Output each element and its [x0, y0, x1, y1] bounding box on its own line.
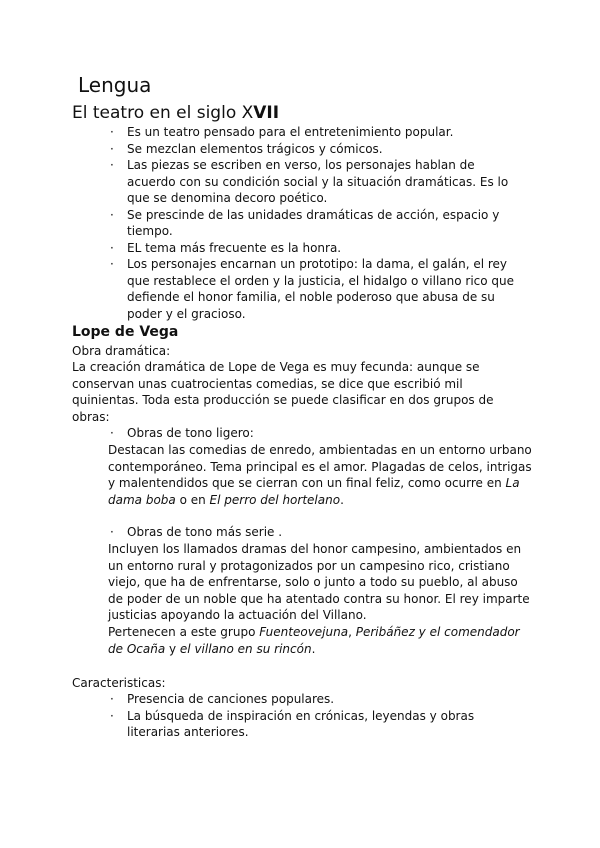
ligero-label-text: Obras de tono ligero: [127, 426, 254, 440]
ligero-text: Destacan las comedias de enredo, ambientadas en un entorno urbano contemporáneo. Tema principal es el amor. Plagadas de celos, intrigas y malentendidos que se cierran con un final feliz, como ocurre en [108, 443, 532, 490]
bullet: · [110, 426, 114, 440]
list-item [0, 691, 522, 708]
bullet: · [110, 207, 114, 222]
document-title: Lengua [78, 73, 152, 97]
separator: y [165, 641, 180, 656]
list-item-text: Es un teatro pensado para el entretenimiento popular. [127, 125, 454, 139]
connector: o en [175, 492, 210, 507]
bullet: · [110, 240, 114, 255]
ligero-paragraph [108, 442, 533, 508]
list-item-text: EL tema más frecuente es la honra. [127, 240, 342, 255]
list-item-text: Las piezas se escriben en verso, los personajes hablan de acuerdo con su condición social y la situación dramáticas. Es lo que se denomina decoro poético. [127, 158, 509, 205]
serie-label-text: Obras de tono más serie . [127, 525, 283, 539]
separator: , [348, 625, 356, 639]
features-list [0, 124, 522, 322]
pertenecen-prefix: Pertenecen a este grupo [108, 625, 260, 639]
work-title: Peribáñez y el comendador de Ocaña [108, 625, 520, 656]
lope-heading: Lope de Vega [72, 324, 179, 340]
list-item [0, 240, 522, 257]
section-title-bold: VII [253, 103, 280, 123]
bullet: · [110, 525, 114, 539]
list-item [0, 141, 522, 158]
work-title: Fuenteovejuna [259, 625, 349, 639]
bullet: · [110, 257, 114, 271]
bullet: · [110, 158, 114, 172]
list-item [0, 708, 522, 741]
list-item-text: Presencia de canciones populares. [127, 692, 335, 706]
list-item-text: Se prescinde de las unidades dramáticas de acción, espacio y tiempo. [127, 207, 500, 238]
work-title: La dama boba [108, 476, 520, 507]
bullet: · [110, 141, 114, 156]
bullet: · [110, 708, 114, 723]
section-title-prefix: El teatro en el siglo X [72, 103, 254, 123]
list-item [0, 124, 522, 141]
list-item [0, 207, 522, 240]
serie-paragraph: Incluyen los llamados dramas del honor campesino, ambientados en un entorno rural y protagonizados por un campesino rico, cristiano viejo, que ha de enfrentarse, solo o junto a todo su pueblo, al abuso de poder de un noble que ha atentado contra su honor. El rey imparte justicias apoyando la actuación del Villano. [108, 542, 530, 622]
period: . [340, 492, 344, 507]
bullet: · [110, 125, 114, 139]
list-item [0, 157, 522, 207]
bullet: · [110, 692, 114, 706]
list-item-text: Se mezclan elementos trágicos y cómicos. [127, 141, 383, 156]
section-title [72, 102, 279, 124]
obra-label: Obra dramática: [72, 344, 171, 358]
caracteristicas-list [0, 691, 522, 741]
list-item-text: La búsqueda de inspiración en crónicas, leyendas y obras literarias anteriores. [127, 708, 475, 739]
list-item-text: Los personajes encarnan un prototipo: la dama, el galán, el rey que restablece el orden y la justicia, el hidalgo o villano rico que defiende el honor familia, el noble poderoso que abusa de su poder y el gracioso. [127, 257, 515, 321]
work-title: El perro del hortelano [209, 492, 341, 507]
pertenecen-paragraph [108, 624, 533, 657]
period: . [311, 641, 316, 656]
caracteristicas-label: Caracteristicas: [72, 676, 166, 690]
creacion-paragraph: La creación dramática de Lope de Vega es muy fecunda: aunque se conservan unas cuatrocientas comedias, se dice que escribió mil quinientas. Toda esta producción se puede clasificar en dos grupos de obras: [72, 360, 494, 424]
work-title: el villano en su rincón [179, 641, 312, 656]
list-item [0, 256, 522, 322]
